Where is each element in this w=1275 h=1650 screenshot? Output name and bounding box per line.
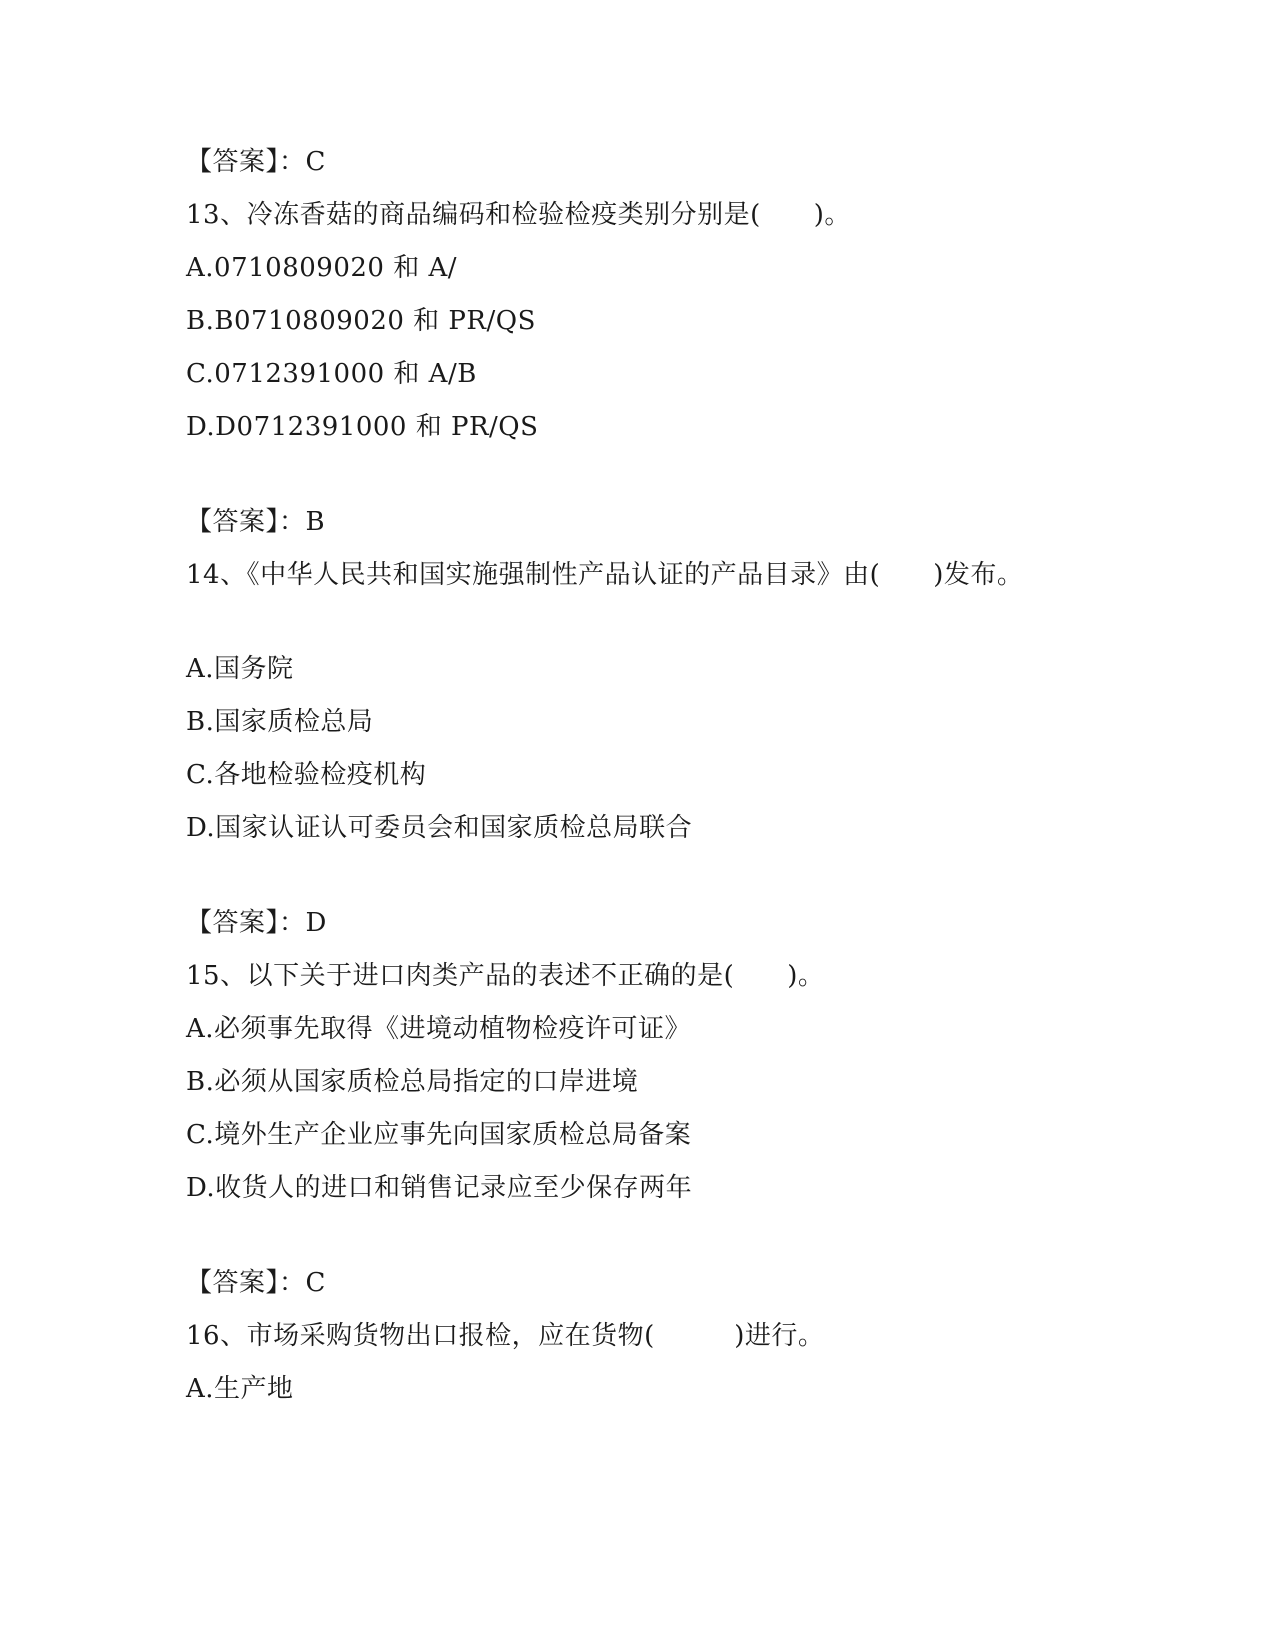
option-d: D.收货人的进口和销售记录应至少保存两年 [186,1173,693,1203]
option-c: C.各地检验检疫机构 [186,760,427,790]
option-a: A.国务院 [186,654,294,684]
option-c: C.境外生产企业应事先向国家质检总局备案 [186,1120,692,1150]
option-a: A.必须事先取得《进境动植物检疫许可证》 [186,1014,692,1044]
question-16: 16、市场采购货物出口报检，应在货物( )进行。 [186,1321,825,1351]
option-a: A.生产地 [186,1374,294,1404]
option-b: B.B0710809020 和 PR/QS [186,306,536,336]
option-c: C.0712391000 和 A/B [186,359,477,389]
question-14: 14、《中华人民共和国实施强制性产品认证的产品目录》由( )发布。 [186,560,1024,590]
option-a: A.0710809020 和 A/ [186,253,458,283]
question-15: 15、以下关于进口肉类产品的表述不正确的是( )。 [186,961,825,991]
option-d: D.D0712391000 和 PR/QS [186,412,539,442]
question-13: 13、冷冻香菇的商品编码和检验检疫类别分别是( )。 [186,200,851,230]
answer-line: 【答案】：C [186,1268,326,1298]
option-b: B.必须从国家质检总局指定的口岸进境 [186,1067,639,1097]
option-b: B.国家质检总局 [186,707,374,737]
answer-line: 【答案】：D [186,908,327,938]
option-d: D.国家认证认可委员会和国家质检总局联合 [186,813,693,843]
answer-line: 【答案】：B [186,507,326,537]
answer-line: 【答案】：C [186,147,326,177]
